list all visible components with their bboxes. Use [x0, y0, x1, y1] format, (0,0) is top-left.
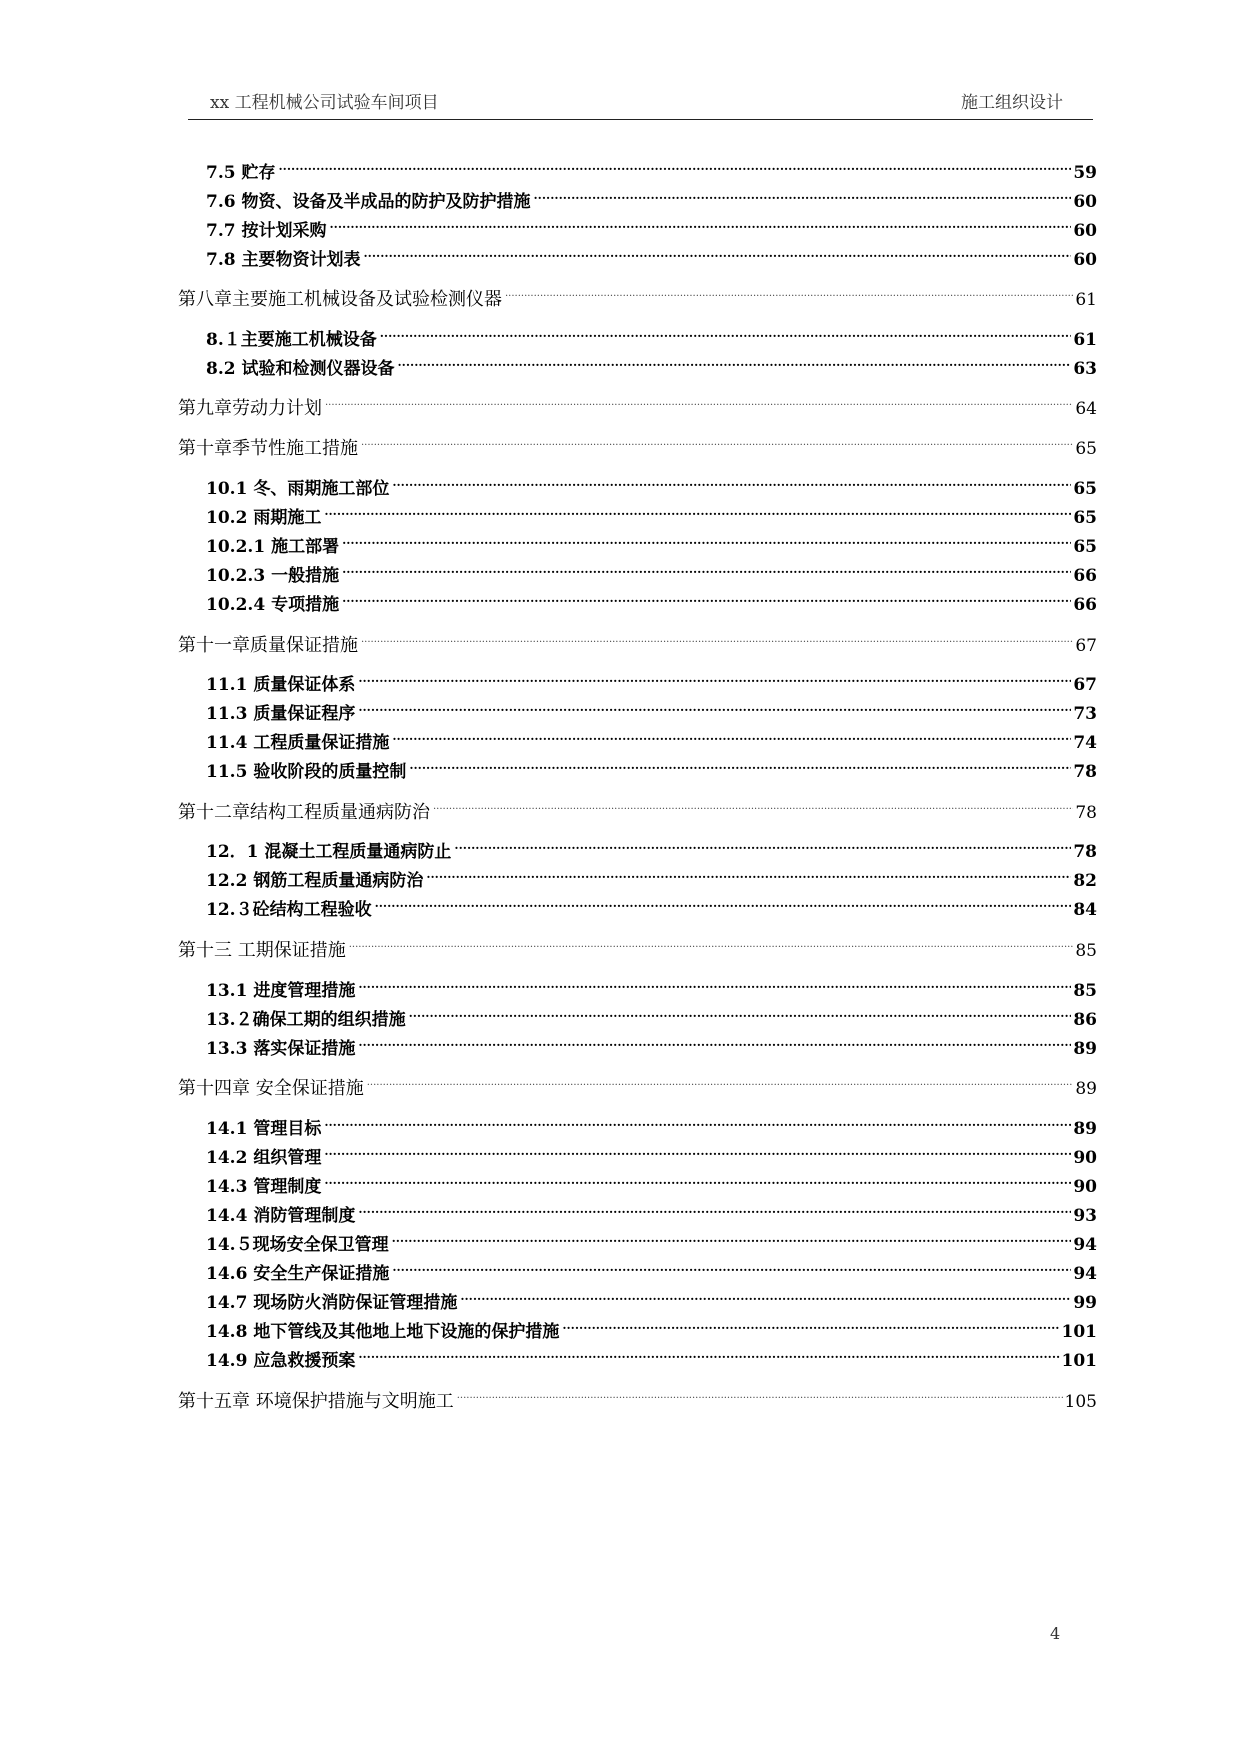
- toc-section-entry[interactable]: [206, 150, 1097, 183]
- toc-section-entry[interactable]: [206, 1222, 1097, 1255]
- toc-entry-label: 14.５现场安全保卫管理: [206, 1235, 389, 1255]
- toc-entry-label: 第十五章 环境保护措施与文明施工: [178, 1391, 454, 1412]
- toc-leader-dots: [361, 623, 1073, 651]
- toc-entry-label: 第十四章 安全保证措施: [178, 1078, 364, 1099]
- header-document-type: 施工组织设计: [961, 93, 1063, 113]
- toc-entry-page: 101: [1061, 1351, 1097, 1371]
- toc-leader-dots: [361, 426, 1073, 454]
- toc-entry-page: 60: [1073, 192, 1097, 212]
- toc-entry-page: 94: [1073, 1264, 1097, 1284]
- toc-leader-dots: [505, 277, 1073, 305]
- toc-entry-page: 93: [1073, 1206, 1097, 1226]
- toc-leader-dots: [392, 1251, 1071, 1279]
- toc-entry-label: 11.1 质量保证体系: [206, 675, 356, 695]
- toc-entry-label: 13.3 落实保证措施: [206, 1039, 356, 1059]
- toc-entry-label: 12.2 钢筋工程质量通病防治: [206, 871, 424, 891]
- toc-entry-label: 10.2.1 施工部署: [206, 537, 340, 557]
- toc-entry-label: 10.1 冬、雨期施工部位: [206, 479, 390, 499]
- toc-leader-dots: [398, 346, 1072, 374]
- toc-entry-label: 11.3 质量保证程序: [206, 704, 356, 724]
- toc-entry-page: 90: [1073, 1177, 1097, 1197]
- toc-section-entry[interactable]: [206, 553, 1097, 586]
- toc-entry-page: 74: [1073, 733, 1097, 753]
- toc-entry-label: 14.1 管理目标: [206, 1119, 322, 1139]
- toc-leader-dots: [358, 968, 1071, 996]
- toc-leader-dots: [330, 208, 1072, 236]
- toc-entry-page: 101: [1061, 1322, 1097, 1342]
- toc-entry-label: 8.１主要施工机械设备: [206, 330, 377, 350]
- toc-entry-page: 89: [1073, 1039, 1097, 1059]
- toc-section-entry[interactable]: [206, 720, 1097, 753]
- toc-section-entry[interactable]: [206, 317, 1097, 350]
- toc-entry-label: 14.7 现场防火消防保证管理措施: [206, 1293, 458, 1313]
- toc-leader-dots: [342, 524, 1071, 552]
- toc-entry-label: 13.1 进度管理措施: [206, 981, 356, 1001]
- toc-leader-dots: [358, 1026, 1071, 1054]
- toc-entry-label: 14.9 应急救援预案: [206, 1351, 356, 1371]
- toc-section-entry[interactable]: [206, 691, 1097, 724]
- toc-leader-dots: [342, 582, 1071, 610]
- toc-section-entry[interactable]: [206, 1338, 1097, 1371]
- toc-leader-dots: [375, 887, 1072, 915]
- toc-entry-label: 14.2 组织管理: [206, 1148, 322, 1168]
- toc-leader-dots: [409, 997, 1072, 1025]
- toc-section-entry[interactable]: [206, 237, 1097, 270]
- toc-entry-label: 第十二章结构工程质量通病防治: [178, 802, 430, 823]
- toc-section-entry[interactable]: [206, 968, 1097, 1001]
- toc-leader-dots: [409, 749, 1071, 777]
- toc-entry-page: 85: [1075, 941, 1097, 961]
- toc-entry-page: 89: [1073, 1119, 1097, 1139]
- toc-section-entry[interactable]: [206, 1193, 1097, 1226]
- toc-leader-dots: [279, 150, 1072, 178]
- toc-entry-page: 73: [1073, 704, 1097, 724]
- toc-entry-page: 61: [1073, 330, 1097, 350]
- header-divider: [188, 119, 1093, 120]
- toc-section-entry[interactable]: [206, 582, 1097, 615]
- toc-entry-page: 65: [1073, 479, 1097, 499]
- toc-entry-page: 65: [1073, 508, 1097, 528]
- toc-entry-label: 第十三 工期保证措施: [178, 940, 346, 961]
- toc-leader-dots: [358, 662, 1071, 690]
- toc-chapter-entry[interactable]: [178, 277, 1097, 310]
- toc-section-entry[interactable]: [206, 662, 1097, 695]
- toc-entry-page: 64: [1075, 399, 1097, 419]
- toc-leader-dots: [358, 691, 1071, 719]
- toc-entry-label: 14.3 管理制度: [206, 1177, 322, 1197]
- toc-entry-label: 11.4 工程质量保证措施: [206, 733, 390, 753]
- toc-entry-label: 12．1 混凝土工程质量通病防止: [206, 842, 452, 862]
- toc-entry-label: 10.2 雨期施工: [206, 508, 322, 528]
- toc-section-entry[interactable]: [206, 1135, 1097, 1168]
- toc-entry-page: 99: [1073, 1293, 1097, 1313]
- toc-leader-dots: [380, 317, 1072, 345]
- toc-entry-label: 7.5 贮存: [206, 163, 276, 183]
- toc-entry-label: 7.7 按计划采购: [206, 221, 327, 241]
- toc-section-entry[interactable]: [206, 887, 1097, 920]
- toc-entry-label: 第十章季节性施工措施: [178, 438, 358, 459]
- toc-section-entry[interactable]: [206, 179, 1097, 212]
- toc-entry-label: 8.2 试验和检测仪器设备: [206, 359, 395, 379]
- toc-leader-dots: [392, 1222, 1072, 1250]
- toc-entry-page: 78: [1075, 803, 1097, 823]
- toc-section-entry[interactable]: [206, 997, 1097, 1030]
- toc-chapter-entry[interactable]: [178, 928, 1097, 961]
- toc-chapter-entry[interactable]: [178, 1379, 1097, 1412]
- toc-entry-label: 7.8 主要物资计划表: [206, 250, 361, 270]
- toc-entry-label: 11.5 验收阶段的质量控制: [206, 762, 407, 782]
- toc-entry-page: 61: [1075, 290, 1097, 310]
- toc-chapter-entry[interactable]: [178, 623, 1097, 656]
- toc-entry-page: 82: [1073, 871, 1097, 891]
- toc-entry-page: 60: [1073, 221, 1097, 241]
- toc-leader-dots: [349, 928, 1074, 956]
- toc-entry-label: 13.２确保工期的组织措施: [206, 1010, 406, 1030]
- toc-entry-label: 10.2.4 专项措施: [206, 595, 340, 615]
- toc-section-entry[interactable]: [206, 1251, 1097, 1284]
- toc-entry-page: 66: [1073, 566, 1097, 586]
- toc-entry-page: 60: [1073, 250, 1097, 270]
- toc-leader-dots: [364, 237, 1072, 265]
- toc-section-entry[interactable]: [206, 1106, 1097, 1139]
- toc-entry-page: 78: [1073, 762, 1097, 782]
- toc-section-entry[interactable]: [206, 208, 1097, 241]
- toc-section-entry[interactable]: [206, 1309, 1097, 1342]
- toc-leader-dots: [392, 720, 1071, 748]
- toc-entry-page: 59: [1073, 163, 1097, 183]
- toc-leader-dots: [534, 179, 1072, 207]
- header-project-title: xx 工程机械公司试验车间项目: [210, 93, 439, 113]
- toc-entry-page: 65: [1075, 439, 1097, 459]
- toc-entry-page: 105: [1064, 1392, 1097, 1412]
- toc-chapter-entry[interactable]: [178, 426, 1097, 459]
- toc-entry-page: 66: [1073, 595, 1097, 615]
- toc-chapter-entry[interactable]: [178, 790, 1097, 823]
- toc-entry-page: 67: [1073, 675, 1097, 695]
- toc-leader-dots: [433, 790, 1073, 818]
- toc-leader-dots: [324, 495, 1071, 523]
- toc-entry-page: 78: [1073, 842, 1097, 862]
- toc-leader-dots: [460, 1280, 1071, 1308]
- toc-section-entry[interactable]: [206, 495, 1097, 528]
- page-number: 4: [1050, 1624, 1061, 1643]
- toc-section-entry[interactable]: [206, 829, 1097, 862]
- toc-leader-dots: [426, 858, 1071, 886]
- toc-section-entry[interactable]: [206, 858, 1097, 891]
- toc-entry-page: 63: [1073, 359, 1097, 379]
- toc-leader-dots: [342, 553, 1071, 581]
- toc-section-entry[interactable]: [206, 749, 1097, 782]
- toc-leader-dots: [562, 1309, 1059, 1337]
- toc-entry-label: 14.6 安全生产保证措施: [206, 1264, 390, 1284]
- toc-leader-dots: [324, 1164, 1071, 1192]
- toc-entry-label: 第十一章质量保证措施: [178, 635, 358, 656]
- toc-leader-dots: [358, 1338, 1059, 1366]
- toc-entry-page: 94: [1073, 1235, 1097, 1255]
- toc-leader-dots: [325, 386, 1073, 414]
- toc-section-entry[interactable]: [206, 524, 1097, 557]
- toc-leader-dots: [454, 829, 1071, 857]
- toc-entry-page: 86: [1073, 1010, 1097, 1030]
- toc-leader-dots: [358, 1193, 1071, 1221]
- toc-leader-dots: [457, 1379, 1063, 1407]
- toc-entry-label: 14.4 消防管理制度: [206, 1206, 356, 1226]
- toc-entry-label: 7.6 物资、设备及半成品的防护及防护措施: [206, 192, 531, 212]
- toc-entry-page: 89: [1075, 1079, 1097, 1099]
- toc-section-entry[interactable]: [206, 1164, 1097, 1197]
- toc-entry-label: 第九章劳动力计划: [178, 398, 322, 419]
- toc-entry-page: 65: [1073, 537, 1097, 557]
- toc-entry-page: 90: [1073, 1148, 1097, 1168]
- toc-section-entry[interactable]: [206, 1280, 1097, 1313]
- toc-leader-dots: [392, 466, 1071, 494]
- toc-entry-page: 84: [1073, 900, 1097, 920]
- toc-chapter-entry[interactable]: [178, 1066, 1097, 1099]
- toc-leader-dots: [324, 1106, 1071, 1134]
- toc-section-entry[interactable]: [206, 346, 1097, 379]
- toc-entry-label: 10.2.3 一般措施: [206, 566, 340, 586]
- toc-entry-label: 12.３砼结构工程验收: [206, 900, 372, 920]
- toc-chapter-entry[interactable]: [178, 386, 1097, 419]
- toc-section-entry[interactable]: [206, 466, 1097, 499]
- toc-leader-dots: [324, 1135, 1071, 1163]
- toc-entry-page: 85: [1073, 981, 1097, 1001]
- toc-entry-label: 14.8 地下管线及其他地上地下设施的保护措施: [206, 1322, 560, 1342]
- toc-entry-label: 第八章主要施工机械设备及试验检测仪器: [178, 289, 502, 310]
- toc-leader-dots: [367, 1066, 1074, 1094]
- toc-section-entry[interactable]: [206, 1026, 1097, 1059]
- toc-entry-page: 67: [1075, 636, 1097, 656]
